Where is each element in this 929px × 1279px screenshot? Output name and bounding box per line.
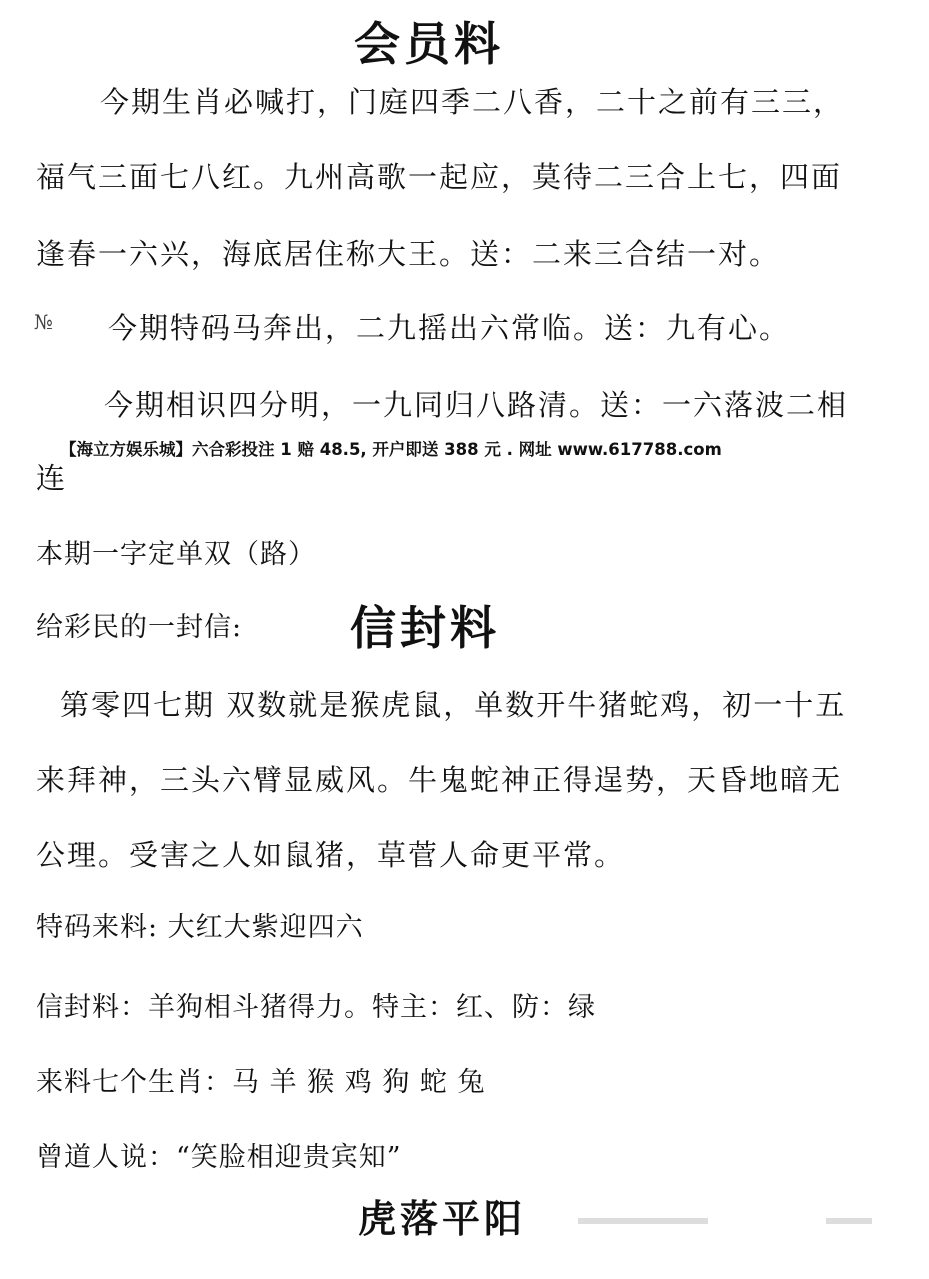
single-double-line: 本期一字定单双（路）: [36, 539, 316, 570]
scan-artifact: [826, 1218, 872, 1224]
poem-line-1: 今期生肖必喊打，门庭四季二八香，二十之前有三三，: [100, 85, 845, 119]
closing-title: 虎落平阳: [358, 1196, 527, 1241]
scan-artifact: [578, 1218, 708, 1224]
letter-line-2: 来拜神，三头六臂显威风。牛鬼蛇神正得逞势，天昏地暗无: [36, 763, 843, 797]
ad-banner: 【海立方娱乐城】六合彩投注 1 赔 48.5, 开户即送 388 元 . 网址 www.617788.com: [60, 440, 722, 459]
letter-line-1: 第零四七期 双数就是猴虎鼠，单数开牛猪蛇鸡，初一十五: [60, 688, 847, 722]
envelope-info-line: 信封料：羊狗相斗猪得力。特主：红、防：绿: [36, 992, 596, 1023]
letter-intro: 给彩民的一封信:: [36, 612, 243, 643]
margin-mark: №: [34, 310, 53, 334]
verse-2: 今期特码马奔出，二九摇出六常临。送：九有心。: [108, 311, 791, 345]
seven-zodiacs-line: 来料七个生肖：马 羊 猴 鸡 狗 蛇 兔: [36, 1067, 486, 1098]
special-code-line: 特码来料: 大红大紫迎四六: [36, 912, 364, 943]
verse-3-line-1: 今期相识四分明，一九同归八路清。送：一六落波二相: [104, 388, 849, 422]
member-title: 会员料: [354, 17, 504, 71]
poem-line-2: 福气三面七八红。九州高歌一起应，莫待二三合上七，四面: [36, 160, 843, 194]
letter-title: 信封料: [350, 601, 500, 655]
letter-line-3: 公理。受害之人如鼠猪，草菅人命更平常。: [36, 838, 626, 872]
poem-line-3: 逢春一六兴，海底居住称大王。送：二来三合结一对。: [36, 237, 781, 271]
taoist-saying-line: 曾道人说：“笑脸相迎贵宾知”: [36, 1142, 402, 1173]
verse-3-line-2: 连: [36, 461, 68, 495]
